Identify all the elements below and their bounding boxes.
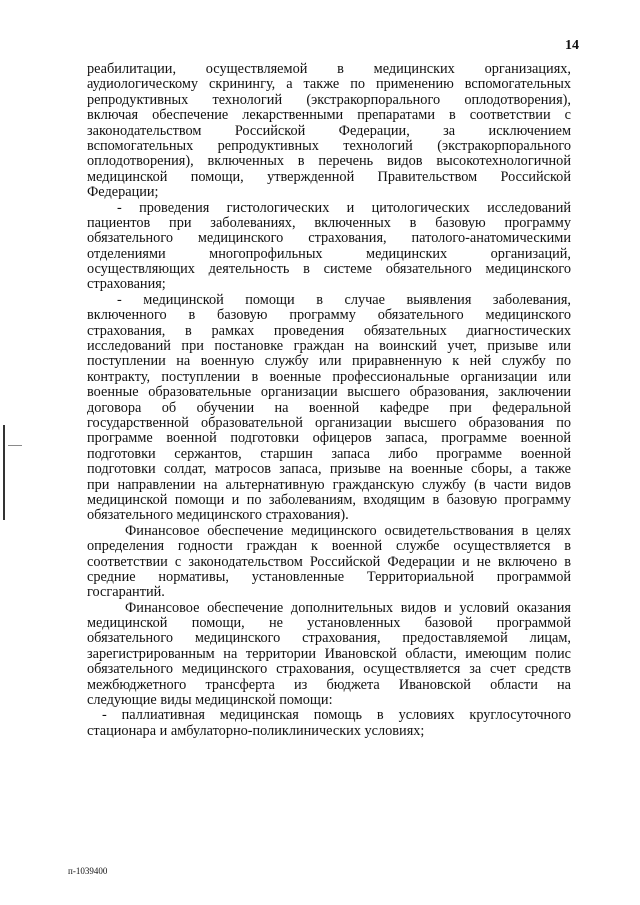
text-line: обязательного медицинского страхования). bbox=[87, 508, 349, 524]
text-line: договора об обучении на военной кафедре при федеральной bbox=[87, 400, 571, 416]
text-line: стационара и амбулаторно-поликлинических условиях; bbox=[87, 723, 425, 739]
text-line: оплодотворения), включенных в перечень видов высокотехнологичной bbox=[87, 154, 571, 170]
text-line: государственной образовательной организации высшего образования по bbox=[87, 415, 571, 431]
text-line: при направлении на альтернативную гражданскую службу (в части видов bbox=[87, 477, 571, 493]
text-line: межбюджетного трансферта из бюджета Ивановской области на bbox=[87, 677, 571, 693]
list-item-military-medical-care: - медицинской помощи в случае выявления заболевания, bbox=[117, 292, 571, 308]
scan-margin-tick bbox=[8, 445, 22, 446]
page-number: 14 bbox=[565, 38, 579, 53]
scan-margin-mark bbox=[3, 425, 5, 520]
text-line: обязательного медицинского страхования, патолого-анатомическими bbox=[87, 231, 571, 247]
text-line: репродуктивных технологий (экстракорпорального оплодотворения), bbox=[87, 92, 571, 108]
text-line: военные образовательные организации высшего образования, заключении bbox=[87, 385, 571, 401]
text-line: определения годности граждан к военной службе осуществляется в bbox=[87, 539, 571, 555]
text-line: госгарантий. bbox=[87, 585, 165, 601]
text-line: средние нормативы, установленные Территориальной программой bbox=[87, 569, 571, 585]
text-line: включенного в базовую программу обязательного медицинского bbox=[87, 308, 571, 324]
text-line: вспомогательных репродуктивных технологий (экстракорпорального bbox=[87, 138, 571, 154]
list-item-histology: - проведения гистологических и цитологических исследований bbox=[117, 200, 571, 216]
text-line: осуществляющих деятельность в системе обязательного медицинского bbox=[87, 262, 571, 278]
text-line: пациентов при заболеваниях, включенных в базовую программу bbox=[87, 215, 571, 231]
text-line: следующие виды медицинской помощи: bbox=[87, 693, 333, 709]
text-line: подготовки солдат, матросов запаса, призыве на военные сборы, а также bbox=[87, 462, 571, 478]
text-line: включая обеспечение лекарственными препаратами в соответствии с bbox=[87, 108, 571, 124]
list-item-palliative-care: - паллиативная медицинская помощь в условиях круглосуточного bbox=[102, 708, 571, 724]
text-line: медицинской помощи и по заболеваниям, входящим в базовую программу bbox=[87, 492, 571, 508]
text-line: контракту, поступлении в военные профессиональные организации или bbox=[87, 369, 571, 385]
paragraph-military-examination: Финансовое обеспечение медицинского освидетельствования в целях bbox=[125, 523, 571, 539]
text-line: обязательного медицинского страхования, предоставляемой лицам, bbox=[87, 631, 571, 647]
text-line: реабилитации, осуществляемой в медицинских организациях, bbox=[87, 62, 571, 77]
text-line: медицинской помощи, не установленных базовой программой bbox=[87, 616, 571, 632]
text-line: аудиологическому скринингу, а также по применению вспомогательных bbox=[87, 77, 571, 93]
text-line: законодательством Российской Федерации, за исключением bbox=[87, 123, 571, 139]
document-body bbox=[87, 62, 571, 739]
text-line: отделениями многопрофильных медицинских организаций, bbox=[87, 246, 571, 262]
text-line: программе военной подготовки офицеров запаса, программе военной bbox=[87, 431, 571, 447]
text-line: поступлении на военную службу или приравненную к ней службу по bbox=[87, 354, 571, 370]
text-line: медицинской помощи, утвержденной Правительством Российской bbox=[87, 169, 571, 185]
paragraph-additional-care: Финансовое обеспечение дополнительных видов и условий оказания bbox=[125, 600, 571, 616]
text-line: Федерации; bbox=[87, 185, 159, 201]
text-line: страхования, в рамках проведения обязательных диагностических bbox=[87, 323, 571, 339]
text-line: обязательного медицинского страхования, осуществляется за счет средств bbox=[87, 662, 571, 678]
text-line: подготовки сержантов, старшин запаса либо программе военной bbox=[87, 446, 571, 462]
text-line: исследований при постановке граждан на воинский учет, призыве или bbox=[87, 339, 571, 355]
text-line: зарегистрированным на территории Ивановской области, имеющим полис bbox=[87, 646, 571, 662]
text-line: соответствии с законодательством Российской Федерации и не включено в bbox=[87, 554, 571, 570]
text-line: страхования; bbox=[87, 277, 166, 293]
footer-document-code: п-1039400 bbox=[68, 866, 108, 876]
